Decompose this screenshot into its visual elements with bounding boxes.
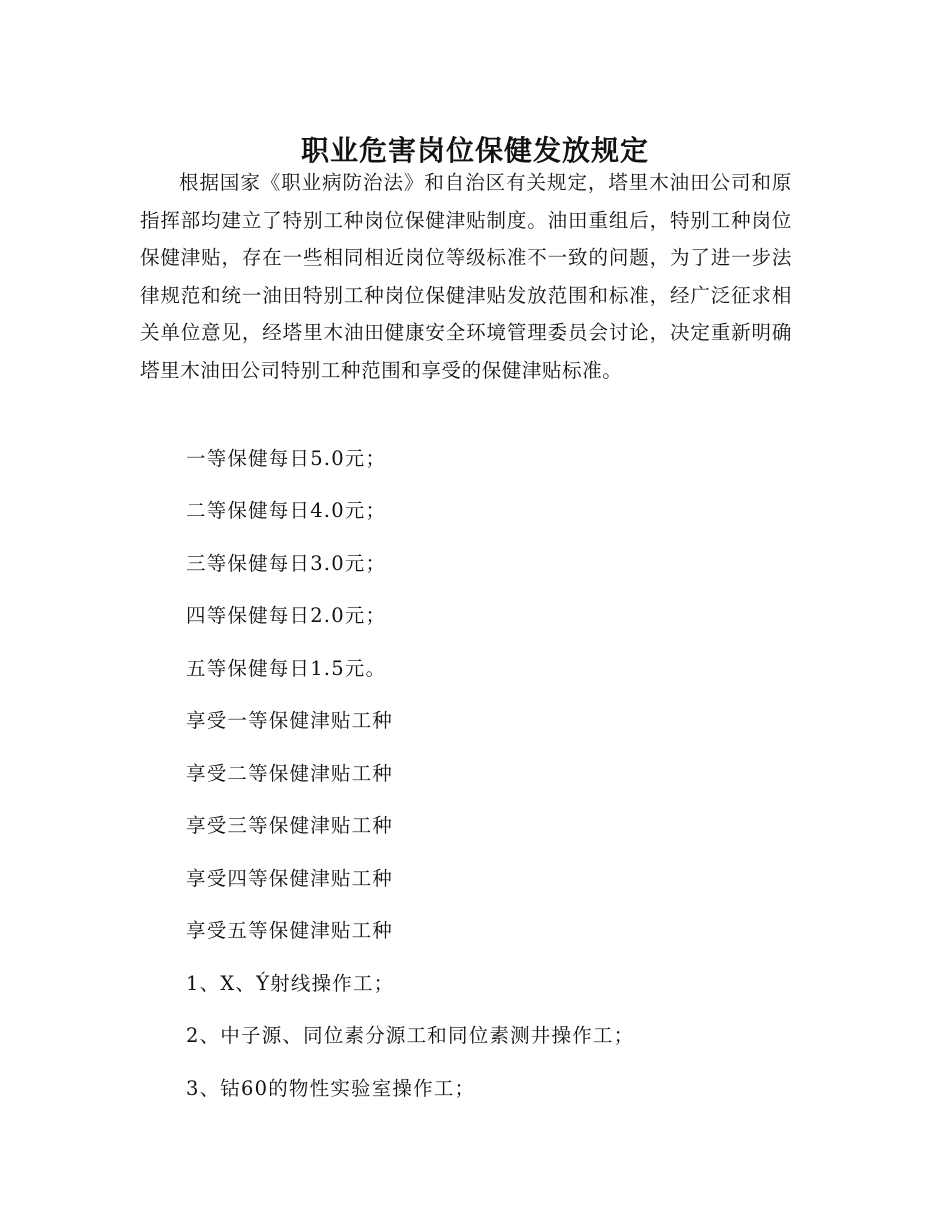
- section-heading-level-3: 享受三等保健津贴工种: [186, 814, 394, 837]
- section-heading-level-1: 享受一等保健津贴工种: [186, 709, 394, 732]
- job-item-2: 2、中子源、同位素分源工和同位素测井操作工；: [186, 1024, 635, 1047]
- section-heading-level-2: 享受二等保健津贴工种: [186, 762, 394, 785]
- allowance-level-3: 三等保健每日3.0元；: [186, 552, 387, 575]
- allowance-level-1: 一等保健每日5.0元；: [186, 447, 387, 470]
- job-item-3: 3、钴60的物性实验室操作工；: [186, 1077, 476, 1100]
- job-item-1: 1、X、Ý射线操作工；: [186, 972, 395, 995]
- allowance-level-5: 五等保健每日1.5元。: [186, 657, 387, 680]
- section-heading-level-5: 享受五等保健津贴工种: [186, 919, 394, 942]
- allowance-level-2: 二等保健每日4.0元；: [186, 499, 387, 522]
- allowance-level-4: 四等保健每日2.0元；: [186, 604, 387, 627]
- document-title: 职业危害岗位保健发放规定: [300, 133, 649, 167]
- intro-paragraph: 根据国家《职业病防治法》和自治区有关规定，塔里木油田公司和原指挥部均建立了特别工种岗位保健津贴制度。油田重组后，特别工种岗位保健津贴，存在一些相同相近岗位等级标准不一致的问题，为了进一步法律规范和统一油田特别工种岗位保健津贴发放范围和标准，经广泛征求相关单位意见，经塔里木油田健康安全环境管理委员会讨论，决定重新明确塔里木油田公司特别工种范围和享受的保健津贴标准。: [140, 171, 792, 382]
- section-heading-level-4: 享受四等保健津贴工种: [186, 867, 394, 890]
